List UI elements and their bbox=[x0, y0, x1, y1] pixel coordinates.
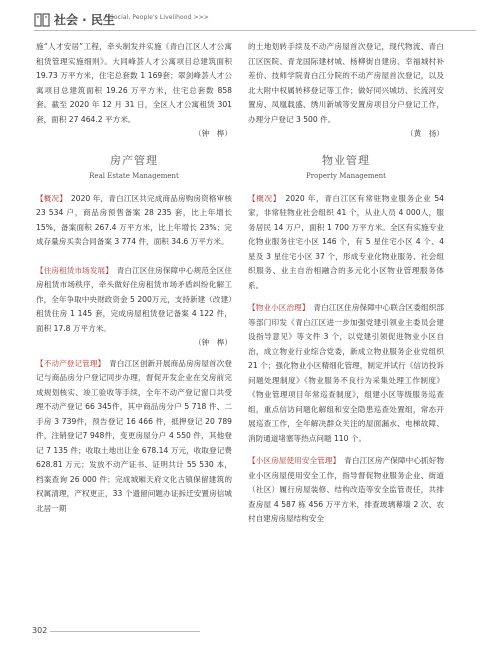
property-overview: 【概况】 2020 年，青白江区有常驻物业服务企业 54 家，非常驻物业社会组织 41 个，从业人员 4 000人，服务居民 14 万户，面积 1 700 万平方米。全区有实施专业化物业服务住宅小区 146 个，有 5 星住宅小区 4 个、4 星及 3 星住宅小区 37 个，形成专业化物业服务、社会组织服务、业主自治相融合的多元化小区物业管理服务体系。 bbox=[248, 193, 444, 290]
section-title: 社会 · 民生 bbox=[54, 13, 115, 27]
real-estate-overview: 【概况】 2020 年，青白江区共完成商品房购房资格审核 23 534 户，商品房预售备案 28 235 套，比上年增长 15%，备案面积 267.4 万平方米，比上年增长 23%；完成存量房买卖合同备案 3 774 件，面积 34.6 万平方米。 bbox=[36, 193, 232, 246]
right-intro-signature: （黄 扬） bbox=[406, 129, 444, 138]
left-intro-paragraph: 施“人才安居”工程，牵头制发并实施《青白江区人才公寓租赁管理实施细则》。大同峰荟人才公寓项目总建筑面积 19.73 万平方米，住宅总套数 1 169套；翠剑峰荟人才公寓项目总建筑面积 19.26 万平方米，住宅总套数 858 套。截至 2020 年 12 月 31 日，全区人才公寓租赁 301 套，面积 27 464.2 平方米。 bbox=[36, 42, 232, 124]
property-heading: 物业管理 bbox=[322, 153, 370, 167]
housing-safety-tag: 【小区房屋使用安全管理】 bbox=[248, 456, 337, 465]
rental-market-tag: 【住房租赁市场发展】 bbox=[36, 265, 110, 275]
rental-market-paragraph: 【住房租赁市场发展】 青白江区住房保障中心规范全区住房租赁市场秩序，牵头做好住房租赁市场矛盾纠纷化解工作，全年争取中央财政资金 5 200万元，支持新建（改建）租赁住房 1 145 套，完成房屋租赁登记备案 4 122 件，面积 17.8 万平方米。 bbox=[36, 265, 233, 333]
property-subheading: Property Management bbox=[306, 171, 386, 180]
footer-divider bbox=[50, 631, 200, 632]
section-subtitle: Social, People's Livelihood >>> bbox=[110, 14, 209, 21]
real-estate-heading: 房产管理 bbox=[110, 153, 158, 167]
overview-tag: 【概况】 bbox=[36, 193, 64, 203]
registration-paragraph: 【不动产登记管理】 青白江区创新开展商品房房屋首次登记与商品房分户登记同步办理，督促开发企业在交房前完成规划核实、竣工验收等手续，全年不动产登记窗口共受理不动产登记 66 345件，其中商品房分户 5 718 件、二手房 3 739件，预告登记 16 466 件，抵押登记 20 789 件，注销登记7 948件，变更房屋分户 4 550 件，其他登记 7 135 件；收取土地出让金 678.14 万元，收取登记费 628.81 万元；发放不动产证书、证明共计 55 530 本，档案查询 26 000 件；完成城厢天府文化古镇保留建筑的权属清理，产权更正，33 个遗留问题办证拆迁安置房信城北居一期 bbox=[36, 358, 233, 513]
section-book-icon bbox=[34, 12, 50, 28]
property-overview-tag: 【概况】 bbox=[248, 193, 278, 203]
community-governance-tag: 【物业小区治理】 bbox=[248, 303, 306, 312]
rental-signature: （钟 桦） bbox=[194, 338, 232, 347]
left-column bbox=[36, 40, 232, 516]
page-header bbox=[0, 0, 480, 40]
community-governance-paragraph: 【物业小区治理】 青白江区住房保障中心联合区委组织部等部门印发《青白江区进一步加强党建引领业主委员会建设指导意见》等文件 3 个，以党建引领促进物业小区自治，成立物业行业综合党委，新成立物业服务企业党组织 21 个；强化物业小区精细化管理，制定并试行《信访投诉问题处理制度》《物业服务不良行为采集处理工作制度》《物业管理项目年常巡查制度》，组建小区等级服务巡查组，重点信访问题化解组和安全隐患巡查处置组，常态开展巡查工作，全年解决群众关注的屋面漏水、电梯故障、消防通道堵塞等热点问题 110 个。 bbox=[248, 303, 445, 443]
page-number: 302 bbox=[32, 626, 48, 635]
left-intro-signature: （钟 桦） bbox=[194, 129, 232, 138]
registration-tag: 【不动产登记管理】 bbox=[36, 358, 102, 368]
real-estate-subheading: Real Estate Management bbox=[89, 171, 179, 180]
housing-safety-paragraph: 【小区房屋使用安全管理】 青白江区房产保障中心抓好物业小区房屋使用安全工作，指导督促物业服务企业、街道（社区）履行房屋装修、结构改造等安全监管责任，共排查房屋 4 587 栋 456 万平方米，排查玻璃幕墙 2 次、农村自建房房屋结构安全 bbox=[248, 456, 445, 523]
right-column bbox=[248, 40, 444, 527]
header-divider bbox=[34, 30, 476, 31]
right-intro-paragraph: 的土地划转手续及不动产房屋首次登记，现代物流、青白江区医院、青龙国际建材城、杨柳街自建房、幸福城村补差价、技师学院青白江分院的不动产房屋首次登记，以及北大附中权属转移登记等工作；做好同兴城坊、长流河安置房、凤凰载盛、绣川新城等安置房项目分户登记工作，办理分户登记 3 500 件。 bbox=[248, 42, 444, 124]
